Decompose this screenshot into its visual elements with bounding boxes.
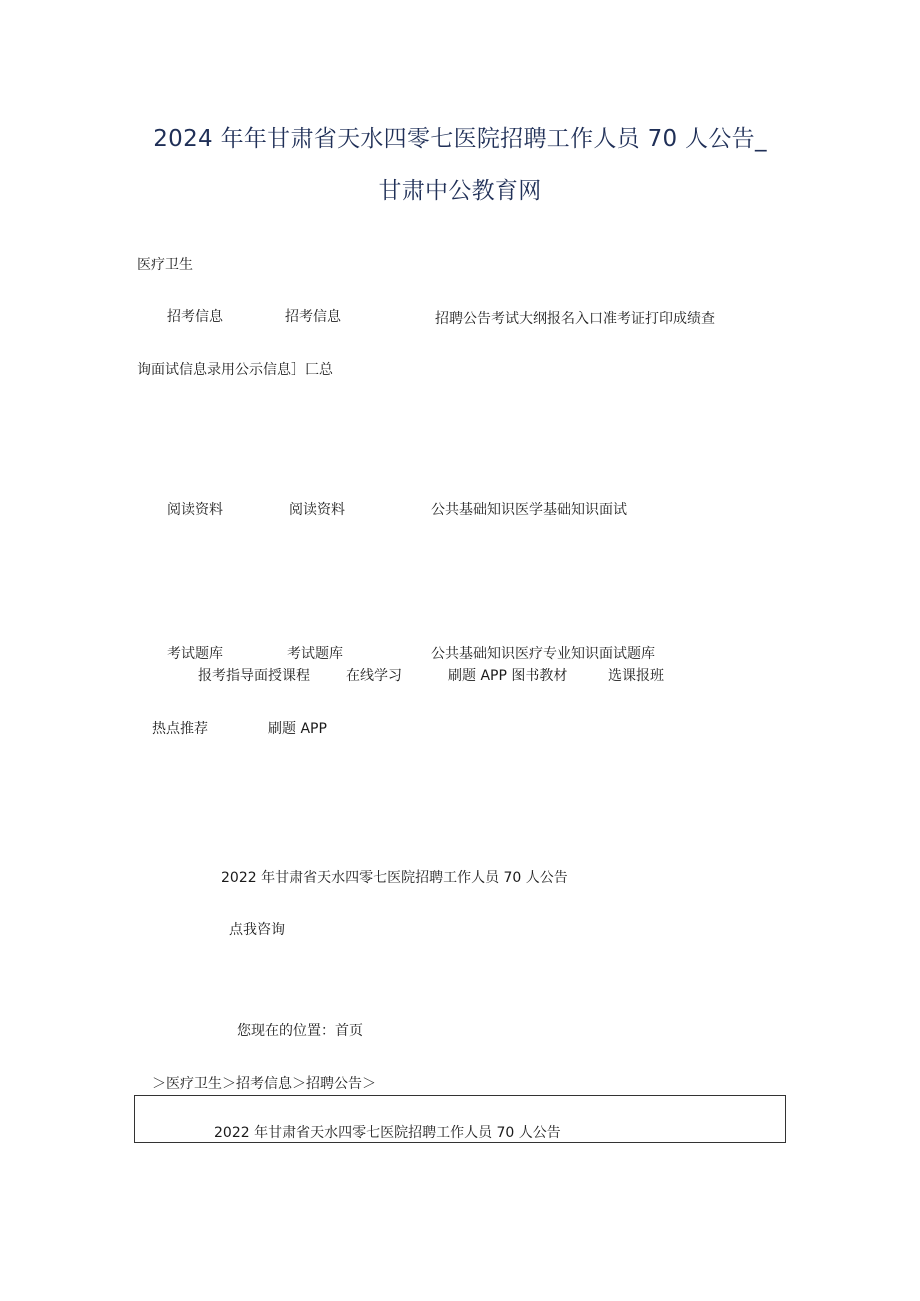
nav-reading-sublinks[interactable]: 公共基础知识医学基础知识面试 (431, 502, 627, 518)
consult-button[interactable]: 点我咨询 (229, 922, 285, 938)
breadcrumb-prefix: 您现在的位置：首页 (237, 1023, 363, 1039)
nav-recruit-info-link-2[interactable]: 招考信息 (285, 309, 341, 325)
nav-recruit-sublinks[interactable]: 招聘公告考试大纲报名入口准考证打印成绩查 (435, 311, 715, 327)
nav-reading-link[interactable]: 阅读资料 (167, 502, 223, 518)
article-title: 2022 年甘肃省天水四零七医院招聘工作人员 70 人公告 (214, 1125, 561, 1141)
article-heading: 2022 年甘肃省天水四零七医院招聘工作人员 70 人公告 (221, 870, 568, 886)
nav-guidance-courses-link[interactable]: 报考指导面授课程 (198, 668, 310, 684)
nav-hot-recommend-link[interactable]: 热点推荐 (152, 721, 208, 737)
page-title-line-1: 2024 年年甘肃省天水四零七医院招聘工作人员 70 人公告_ (153, 126, 767, 152)
article-title-box (134, 1095, 786, 1143)
nav-recruit-info-link[interactable]: 招考信息 (167, 309, 223, 325)
nav-online-learning-link[interactable]: 在线学习 (346, 668, 402, 684)
category-link[interactable]: 医疗卫生 (137, 257, 193, 273)
page-title-line-2: 甘肃中公教育网 (378, 178, 542, 204)
nav-app-books-link[interactable]: 刷题 APP 图书教材 (448, 668, 568, 684)
nav-recruit-sublinks-cont[interactable]: 询面试信息录用公示信息］匚总 (137, 362, 333, 378)
nav-question-bank-link-2[interactable]: 考试题库 (287, 646, 343, 662)
nav-practice-app-link[interactable]: 刷题 APP (268, 721, 327, 737)
nav-course-enroll-link[interactable]: 选课报班 (608, 668, 664, 684)
nav-reading-link-2[interactable]: 阅读资料 (289, 502, 345, 518)
nav-question-bank-sublinks[interactable]: 公共基础知识医疗专业知识面试题库 (431, 646, 655, 662)
nav-question-bank-link[interactable]: 考试题库 (167, 646, 223, 662)
breadcrumb[interactable]: ＞医疗卫生＞招考信息＞招聘公告＞ (152, 1076, 376, 1092)
